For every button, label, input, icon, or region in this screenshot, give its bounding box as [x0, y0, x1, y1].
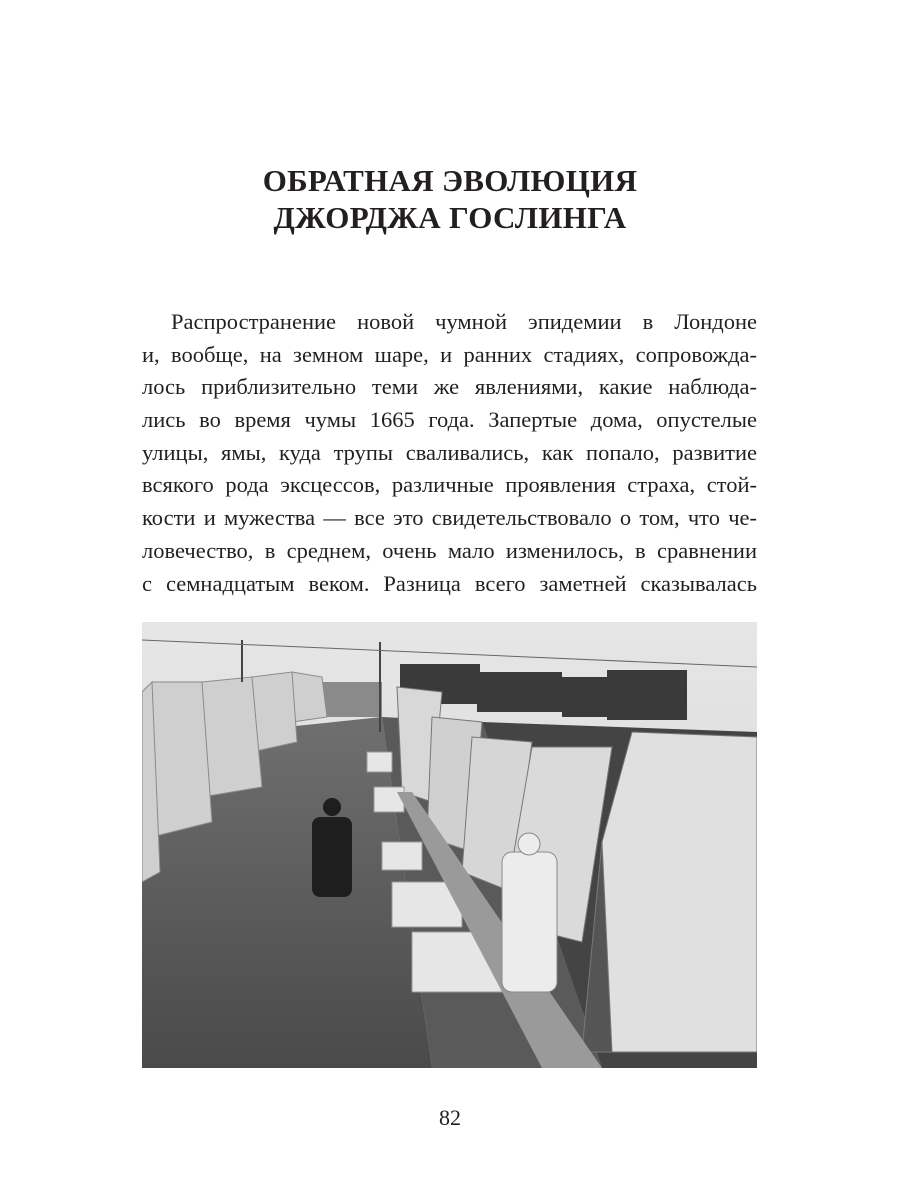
- body-line: кости и мужества — все это свидетельствовало о том, что че-: [142, 505, 757, 531]
- body-line: лись во время чумы 1665 года. Запертые дома, опустелые: [142, 407, 757, 433]
- body-line: ловечество, в среднем, очень мало изменилось, в сравнении: [142, 537, 757, 563]
- body-text: [142, 306, 757, 600]
- body-line: всякого рода эксцессов, различные проявления страха, стой-: [142, 472, 757, 498]
- page-number: 82: [439, 1105, 461, 1130]
- body-line: и, вообще, на земном шаре, и ранних стадиях, сопровожда-: [142, 341, 757, 367]
- chapter-title-line-2: ДЖОРДЖА ГОСЛИНГА: [273, 200, 627, 235]
- body-line: лось приблизительно теми же явлениями, какие наблюда-: [142, 374, 757, 400]
- body-line: с семнадцатым веком. Разница всего заметней сказывалась: [142, 570, 757, 596]
- body-line: улицы, ямы, куда трупы сваливались, как попало, развитие: [142, 439, 757, 465]
- body-line: Распространение новой чумной эпидемии в Лондоне: [171, 309, 757, 334]
- historical-photo-tent-hospital: [142, 622, 757, 1068]
- chapter-title-line-1: ОБРАТНАЯ ЭВОЛЮЦИЯ: [262, 163, 638, 198]
